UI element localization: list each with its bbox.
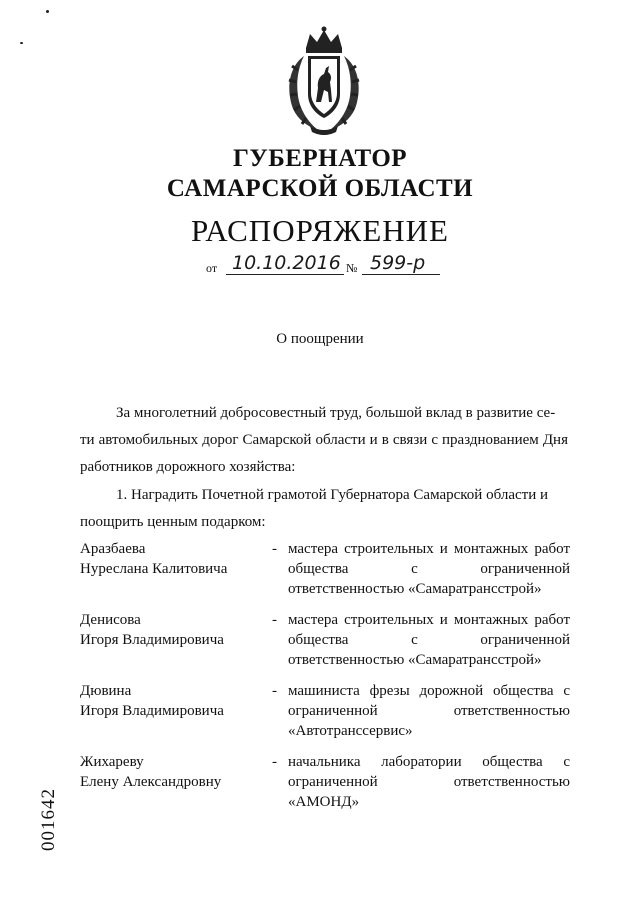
entry-dash: - (272, 612, 277, 628)
awardee-name (80, 752, 270, 792)
awardee-given-names: Нуреслана Калитовича (80, 561, 228, 577)
registration-number: 599-р (370, 252, 426, 274)
entry-dash: - (272, 541, 277, 557)
document-subject: О поощрении (276, 331, 364, 347)
awardee-surname: Аразбаева (80, 541, 146, 557)
awardee-description: мастера строительных и монтажных работ общества с ограниченной ответственностью «Самаратрансстрой» (288, 541, 570, 597)
header-title-line2: САМАРСКОЙ ОБЛАСТИ (166, 175, 474, 202)
awardee-name (80, 681, 270, 721)
awardee-description: начальника лаборатории общества с ограниченной ответственностью «АМОНД» (288, 754, 570, 810)
awardee-surname: Жихареву (80, 754, 144, 770)
side-serial-number: 001642 (38, 788, 59, 851)
date-prefix: от (206, 261, 218, 275)
awardee-given-names: Игоря Владимировича (80, 703, 224, 719)
intro-paragraph (80, 400, 568, 481)
entry-dash: - (272, 683, 277, 699)
entry-dash: - (272, 754, 277, 770)
item1-rest: поощрить ценным подарком: (80, 514, 266, 530)
intro-rest: ти автомобильных дорог Самарской области и в связи с празднованием Дня работников дорожного хозяйства: (80, 432, 568, 475)
registration-line (200, 252, 460, 278)
awardee-given-names: Елену Александровну (80, 774, 222, 790)
awardee-name (80, 539, 270, 579)
awardee-surname: Дювина (80, 683, 132, 699)
item-1-paragraph (80, 482, 568, 536)
scan-speck (46, 10, 49, 13)
awardee-given-names: Игоря Владимировича (80, 632, 224, 648)
coat-of-arms-emblem (284, 26, 364, 136)
header-title-line1: ГУБЕРНАТОР (232, 145, 408, 172)
document-type-heading: РАСПОРЯЖЕНИЕ (191, 213, 449, 248)
awardee-name (80, 610, 270, 650)
number-underline (362, 274, 440, 275)
awardee-description: мастера строительных и монтажных работ общества с ограниченной ответственностью «Самаратрансстрой» (288, 612, 570, 668)
awardee-surname: Денисова (80, 612, 141, 628)
item1-line1: 1. Наградить Почетной грамотой Губернатора Самарской области и (116, 487, 548, 503)
awardee-description: машиниста фрезы дорожной общества с ограниченной ответственностью «Автотранссервис» (288, 683, 570, 739)
date-underline (226, 274, 344, 275)
registration-date: 10.10.2016 (232, 252, 341, 274)
intro-line1: За многолетний добросовестный труд, большой вклад в развитие се- (116, 405, 556, 421)
number-prefix: № (346, 261, 358, 275)
scan-speck (20, 42, 23, 44)
